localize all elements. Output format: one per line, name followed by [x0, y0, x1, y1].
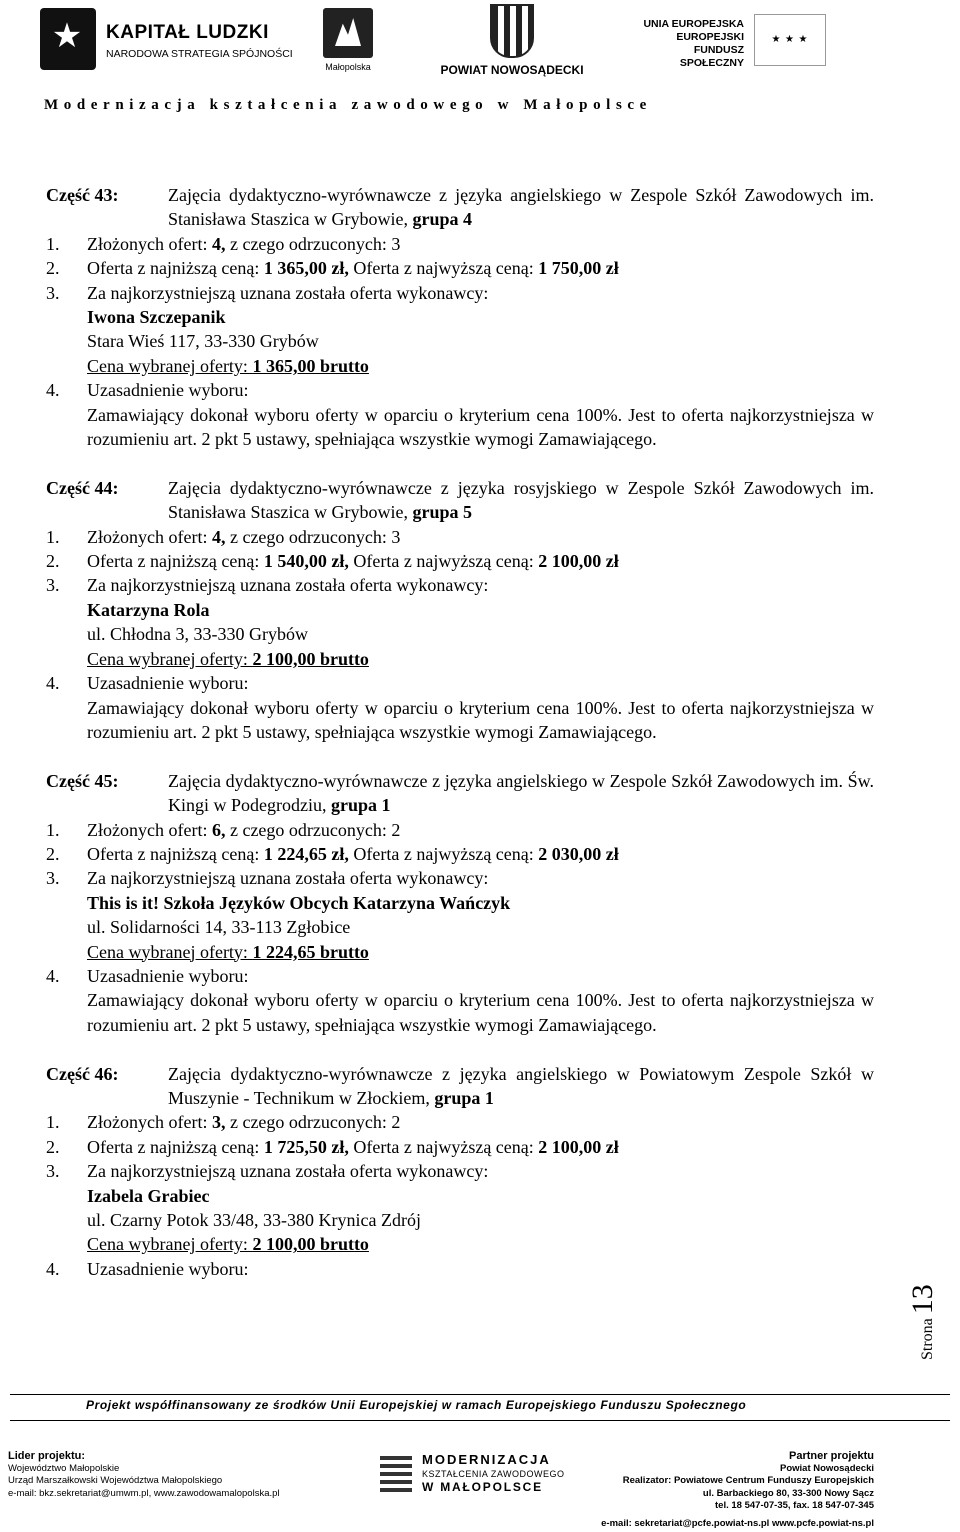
part-label: Część 44: [46, 477, 119, 498]
eu-flag-icon: ★ ★ ★ [754, 14, 826, 66]
eu-line-1: UNIA EUROPEJSKA [643, 18, 744, 30]
winning-offer [46, 866, 874, 964]
leader-contact: e-mail: bkz.sekretariat@umwm.pl, www.zawodowamalopolska.pl [8, 1487, 280, 1499]
item-number: 1. [46, 233, 60, 254]
part-44 [46, 476, 874, 744]
highest-price-label: Oferta z najwyższą ceną: [348, 1136, 539, 1157]
part-title: Zajęcia dydaktyczno-wyrównawcze z języka rosyjskiego w Zespole Szkół Zawodowych im. Stanisława Staszica w Grybowie, [168, 477, 874, 523]
offers-count [46, 1110, 874, 1134]
page-label: Strona [919, 1318, 936, 1360]
winner-name: Iwona Szczepanik [87, 307, 226, 328]
item-number: 3. [46, 1161, 60, 1182]
modernizacja-line-2: KSZTAŁCENIA ZAWODOWEGO [422, 1469, 565, 1479]
winner-intro: Za najkorzystniejszą uznana została oferta wykonawcy: [87, 868, 489, 889]
kapital-ludzki-logo [40, 6, 293, 76]
winner-address: ul. Chłodna 3, 33-330 Grybów [87, 624, 308, 645]
star-icon: ★ [51, 18, 83, 55]
offers-value: 6, [211, 819, 226, 840]
footer-divider-bottom [10, 1420, 950, 1421]
malopolska-label: Małopolska [325, 62, 371, 72]
selected-price-label: Cena wybranej oferty: [87, 648, 253, 669]
justification-label: Uzasadnienie wyboru: [87, 965, 249, 986]
rejected-count: z czego odrzuconych: 2 [225, 1112, 401, 1133]
justification-label: Uzasadnienie wyboru: [87, 673, 249, 694]
lowest-price: 1 540,00 zł, [263, 551, 349, 572]
powiat-label: POWIAT NOWOSĄDECKI [440, 63, 584, 77]
justification-text: Zamawiający dokonał wyboru oferty w oparciu o kryterium cena 100%. Jest to oferta najkorzystniejsza w rozumieniu art. 2 pkt 5 ustawy, spełniająca wszystkie wymogi Zamawiającego. [87, 404, 874, 450]
item-number: 4. [46, 380, 60, 401]
item-number: 2. [46, 551, 60, 572]
kapital-ludzki-mark [40, 8, 96, 70]
winner-address: ul. Solidarności 14, 33-113 Zgłobice [87, 917, 351, 938]
highest-price: 1 750,00 zł [538, 258, 619, 279]
winner-address: Stara Wieś 117, 33-330 Grybów [87, 331, 319, 352]
item-number: 3. [46, 575, 60, 596]
selected-price-value: 1 365,00 brutto [252, 355, 369, 376]
selected-price-value: 1 224,65 brutto [252, 941, 369, 962]
offers-label: Złożonych ofert: [87, 233, 212, 254]
offers-label: Złożonych ofert: [87, 819, 212, 840]
partner-label: Partner projektu [789, 1450, 874, 1462]
part-46 [46, 1062, 874, 1282]
offers-value: 4, [211, 233, 226, 254]
project-partner [514, 1450, 874, 1513]
selected-price [87, 647, 874, 671]
winner-address: ul. Czarny Potok 33/48, 33-380 Krynica Zdrój [87, 1210, 421, 1231]
price-range [46, 842, 874, 866]
leader-line-1: Województwo Małopolskie [8, 1462, 120, 1474]
modernizacja-line-1: MODERNIZACJA [422, 1452, 551, 1467]
justification [46, 378, 874, 451]
highest-price: 2 100,00 zł [538, 551, 619, 572]
part-title: Zajęcia dydaktyczno-wyrównawcze z języka angielskiego w Powiatowym Zespole Szkół w Muszynie - Technikum w Złockiem, [168, 1063, 874, 1108]
offers-count [46, 525, 874, 549]
justification-text: Zamawiający dokonał wyboru oferty w oparciu o kryterium cena 100%. Jest to oferta najkorzystniejsza w rozumieniu art. 2 pkt 5 ustawy, spełniająca wszystkie wymogi Zamawiającego. [87, 990, 874, 1035]
partner-line-4: tel. 18 547-07-35, fax. 18 547-07-345 [715, 1500, 874, 1511]
part-43 [46, 183, 874, 451]
item-number: 1. [46, 819, 60, 840]
justification-label: Uzasadnienie wyboru: [87, 380, 249, 401]
kapital-ludzki-title: KAPITAŁ LUDZKI [106, 22, 269, 43]
lowest-price-label: Oferta z najniższą ceną: [87, 258, 264, 279]
kapital-ludzki-subtitle: NARODOWA STRATEGIA SPÓJNOŚCI [106, 48, 293, 60]
leader-label: Lider projektu: [8, 1450, 86, 1462]
lowest-price-label: Oferta z najniższą ceną: [87, 551, 264, 572]
document-body [46, 183, 874, 1306]
selected-price [87, 1232, 874, 1256]
partner-email: e-mail: sekretariat@pcfe.powiat-ns.pl www.pcfe.powiat-ns.pl [601, 1518, 874, 1529]
eu-line-3: FUNDUSZ SPOŁECZNY [679, 44, 744, 69]
malopolska-emblem [323, 8, 373, 58]
footer-divider-top [10, 1394, 950, 1395]
winning-offer [46, 1159, 874, 1257]
eu-logo [636, 10, 926, 70]
lowest-price-label: Oferta z najniższą ceną: [87, 1136, 264, 1157]
part-heading [46, 1062, 874, 1111]
selected-price-label: Cena wybranej oferty: [87, 355, 253, 376]
eu-line-2: EUROPEJSKI [676, 31, 744, 43]
part-heading [46, 476, 874, 525]
justification-text: Zamawiający dokonał wyboru oferty w oparciu o kryterium cena 100%. Jest to oferta najkorzystniejsza w rozumieniu art. 2 pkt 5 ustawy, spełniająca wszystkie wymogi Zamawiającego. [87, 697, 874, 742]
page-number [906, 1280, 950, 1360]
item-number: 1. [46, 1112, 60, 1133]
justification [46, 964, 874, 1037]
item-number: 3. [46, 868, 60, 889]
item-number: 2. [46, 843, 60, 864]
offers-value: 3, [211, 1112, 226, 1133]
part-title: Zajęcia dydaktyczno-wyrównawcze z języka angielskiego w Zespole Szkół Zawodowych im. Stanisława Staszica w Grybowie, [168, 185, 874, 230]
header-logos [0, 0, 960, 92]
price-range [46, 1135, 874, 1159]
winner-name: Katarzyna Rola [87, 599, 210, 620]
highest-price-label: Oferta z najwyższą ceną: [348, 843, 539, 864]
coat-of-arms-icon [490, 4, 534, 58]
price-range [46, 256, 874, 280]
modernizacja-mark-icon [380, 1454, 412, 1492]
selected-price-label: Cena wybranej oferty: [87, 1234, 253, 1255]
winning-offer [46, 281, 874, 379]
part-label: Część 45: [46, 770, 119, 791]
part-group: grupa 4 [412, 209, 472, 230]
offers-value: 4, [211, 526, 226, 547]
item-number: 4. [46, 1258, 60, 1279]
rejected-count: z czego odrzuconych: 2 [225, 819, 401, 840]
justification [46, 1257, 874, 1281]
part-label: Część 46: [46, 1063, 119, 1084]
selected-price-value: 2 100,00 brutto [252, 648, 369, 669]
partner-line-3: ul. Barbackiego 80, 33-300 Nowy Sącz [702, 1487, 874, 1499]
malopolska-logo [312, 8, 384, 82]
justification-label: Uzasadnienie wyboru: [87, 1258, 249, 1279]
eu-text [636, 18, 744, 70]
part-label: Część 43: [46, 185, 119, 205]
winner-name: This is it! Szkoła Języków Obcych Katarzyna Wańczyk [87, 892, 511, 913]
page-value: 13 [906, 1284, 939, 1315]
project-tagline: Modernizacja kształcenia zawodowego w Małopolsce [44, 97, 652, 113]
part-heading [46, 183, 874, 232]
selected-price-label: Cena wybranej oferty: [87, 941, 253, 962]
cofinance-note: Projekt współfinansowany ze środków Unii Europejskiej w ramach Europejskiego Funduszu Społecznego [86, 1398, 747, 1412]
item-number: 2. [46, 1136, 60, 1157]
rejected-count: z czego odrzuconych: 3 [225, 526, 401, 547]
offers-label: Złożonych ofert: [87, 526, 212, 547]
offers-count [46, 232, 874, 256]
price-range [46, 549, 874, 573]
selected-price-value: 2 100,00 brutto [252, 1234, 369, 1255]
part-45 [46, 769, 874, 1037]
item-number: 4. [46, 965, 60, 986]
winning-offer [46, 573, 874, 671]
part-heading [46, 769, 874, 818]
highest-price: 2 030,00 zł [538, 843, 619, 864]
part-title: Zajęcia dydaktyczno-wyrównawcze z języka angielskiego w Zespole Szkół Zawodowych im. Św. Kingi w Podegrodziu, [168, 770, 874, 816]
part-group: grupa 1 [330, 795, 391, 816]
partner-line-1: Powiat Nowosądecki [780, 1462, 874, 1474]
lowest-price-label: Oferta z najniższą ceną: [87, 843, 264, 864]
winner-name: Izabela Grabiec [87, 1185, 210, 1206]
item-number: 4. [46, 673, 60, 694]
item-number: 2. [46, 258, 60, 279]
highest-price: 2 100,00 zł [538, 1136, 619, 1157]
winner-intro: Za najkorzystniejszą uznana została oferta wykonawcy: [87, 1161, 489, 1182]
part-group: grupa 5 [412, 502, 472, 523]
part-group: grupa 1 [434, 1087, 494, 1108]
selected-price [87, 354, 874, 378]
lowest-price: 1 365,00 zł, [263, 258, 349, 279]
lowest-price: 1 725,50 zł, [263, 1136, 349, 1157]
selected-price [87, 940, 874, 964]
offers-label: Złożonych ofert: [87, 1112, 212, 1133]
item-number: 1. [46, 526, 60, 547]
project-leader [8, 1450, 308, 1500]
modernizacja-line-3: W MAŁOPOLSCE [422, 1480, 543, 1494]
highest-price-label: Oferta z najwyższą ceną: [348, 258, 539, 279]
highest-price-label: Oferta z najwyższą ceną: [348, 551, 539, 572]
item-number: 3. [46, 282, 60, 303]
winner-intro: Za najkorzystniejszą uznana została oferta wykonawcy: [87, 282, 489, 303]
offers-count [46, 818, 874, 842]
justification [46, 671, 874, 744]
partner-line-2: Realizator: Powiatowe Centrum Funduszy Europejskich [622, 1475, 874, 1486]
lowest-price: 1 224,65 zł, [263, 843, 349, 864]
winner-intro: Za najkorzystniejszą uznana została oferta wykonawcy: [87, 575, 489, 596]
leader-line-2: Urząd Marszałkowski Województwa Małopolskiego [8, 1475, 223, 1486]
rejected-count: z czego odrzuconych: 3 [225, 233, 401, 254]
powiat-logo [438, 4, 586, 84]
